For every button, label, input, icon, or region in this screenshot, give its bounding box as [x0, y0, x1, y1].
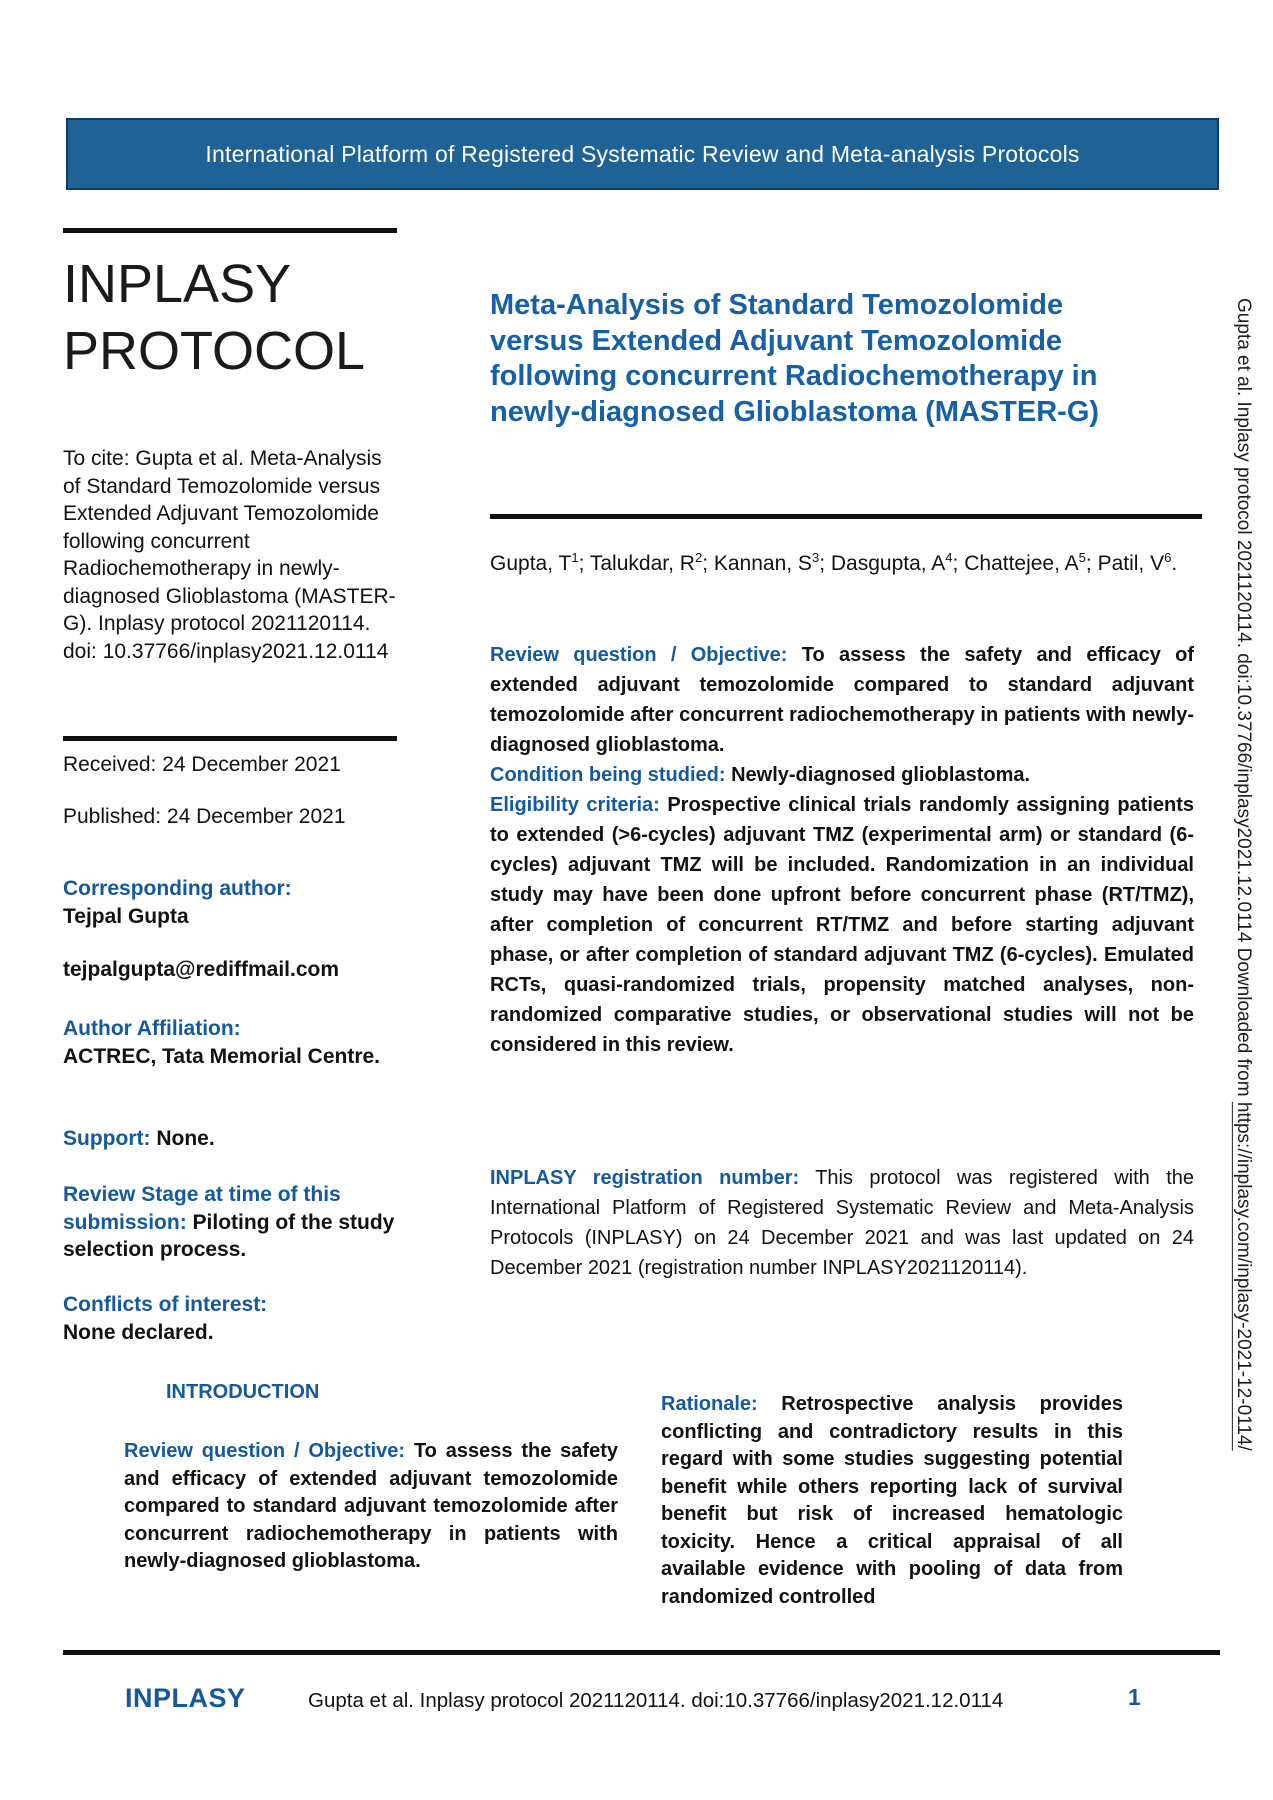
review-stage-block — [63, 1181, 405, 1264]
masthead-line-1: INPLASY — [63, 254, 292, 314]
condition-text: Newly-diagnosed glioblastoma. — [731, 764, 1031, 786]
review-question-paragraph — [490, 640, 1194, 760]
rationale-paragraph — [661, 1391, 1123, 1611]
author-affiliation-superscript: 3 — [811, 550, 820, 565]
sidebar-vertical-note — [1232, 298, 1254, 1698]
masthead — [63, 251, 365, 385]
review-stage-value: Piloting of the study selection process. — [63, 1210, 395, 1261]
sidebar-link[interactable]: https://inplasy.com/inplasy-2021-12-0114/ — [1233, 1101, 1254, 1451]
condition-label: Condition being studied: — [490, 764, 726, 786]
support-block — [63, 1125, 401, 1153]
published-line: Published: 24 December 2021 — [63, 805, 346, 828]
corresponding-author-block — [63, 875, 401, 930]
registration-text: This protocol was registered with the International Platform of Registered Systematic Review and Meta-Analysis Protocols (INPLASY) on 24 December 2021 and was last updated on 24 December 2021 (registration number INPLASY2021120114). — [490, 1167, 1194, 1279]
footer-citation: Gupta et al. Inplasy protocol 2021120114. doi:10.37766/inplasy2021.12.0114 — [308, 1689, 1004, 1712]
review-question-label: Review question / Objective: — [490, 644, 788, 666]
citation-note: To cite: Gupta et al. Meta-Analysis of Standard Temozolomide versus Extended Adjuvant Temozolomide following concurrent Radiochemotherapy in newly-diagnosed Glioblastoma (MASTER-G). Inplasy protocol 2021120114. doi: 10.37766/inplasy2021.12.0114 — [63, 447, 396, 663]
registration-paragraph — [490, 1163, 1194, 1283]
author-affiliation-superscript: 5 — [1078, 550, 1086, 565]
divider-footer — [63, 1650, 1220, 1655]
condition-paragraph — [490, 760, 1194, 790]
page-number: 1 — [1128, 1684, 1141, 1710]
affiliation-block — [63, 1015, 401, 1070]
received-line: Received: 24 December 2021 — [63, 753, 341, 776]
banner-title: International Platform of Registered Systematic Review and Meta-analysis Protocols — [205, 140, 1080, 167]
introduction-heading: INTRODUCTION — [166, 1381, 320, 1403]
sidebar-note-text: Gupta et al. Inplasy protocol 2021120114. doi:10.37766/inplasy2021.12.0114 Downloaded from — [1233, 298, 1254, 1102]
corresponding-author-label: Corresponding author: — [63, 877, 292, 900]
corresponding-author-name: Tejpal Gupta — [63, 904, 189, 928]
email-text: tejpalgupta@rediffmail.com — [63, 958, 340, 981]
authors-line: Gupta, $T^1$; Talukdar, $R^2$; Kannan, $S^3$; Dasgupta, $A^4$; Chattejee, $A^5$; Patil, $V^6$. — [490, 550, 1178, 575]
conflicts-block — [63, 1291, 401, 1346]
affiliation-label: Author Affiliation: — [63, 1017, 241, 1040]
review-question-text: To assess the safety and efficacy of extended adjuvant temozolomide compared to standard adjuvant temozolomide after concurrent radiochemotherapy in patients with newly-diagnosed glioblastoma. — [490, 644, 1195, 756]
footer-brand: INPLASY — [125, 1683, 246, 1713]
author-affiliation-superscript: 2 — [694, 550, 703, 565]
divider-title-authors — [490, 514, 1202, 519]
review-stage-label: Review Stage at time of this submission: — [63, 1183, 341, 1234]
intro-review-question-paragraph — [124, 1438, 618, 1576]
eligibility-paragraph — [490, 790, 1194, 1060]
affiliation-value: ACTREC, Tata Memorial Centre. — [63, 1044, 380, 1068]
intro-review-question-label: Review question / Objective: — [124, 1440, 406, 1462]
rationale-text: Retrospective analysis provides conflicting and contradictory results in this regard with some studies suggesting potential benefit while others reporting lack of survival benefit but risk of increased hematologic toxicity. Hence a critical appraisal of all available evidence with pooling of data from randomized controlled — [661, 1393, 1123, 1608]
abstract-block — [490, 640, 1194, 1060]
article-title: Meta-Analysis of Standard Temozolomide versus Extended Adjuvant Temozolomide following concurrent Radiochemotherapy in newly-diagnosed Glioblastoma (MASTER-G) — [490, 289, 1100, 428]
conflicts-label: Conflicts of interest: — [63, 1293, 268, 1316]
support-value: None. — [156, 1127, 215, 1150]
eligibility-label: Eligibility criteria: — [490, 794, 660, 816]
divider-left-top — [63, 228, 397, 233]
author-affiliation-superscript: 1 — [571, 550, 579, 565]
eligibility-text: Prospective clinical trials randomly assigning patients to extended (>6-cycles) adjuvant TMZ (experimental arm) or standard (6-cycles) adjuvant TMZ will be included. Randomization in an individual study may have been done upfront before concurrent phase (RT/TMZ), after completion of concurrent RT/TMZ and before starting adjuvant phase, or after completion of standard adjuvant TMZ (6-cycles). Emulated RCTs, quasi-randomized trials, propensity matched analyses, non-randomized comparative studies, or observational studies will not be considered in this review. — [490, 794, 1194, 1056]
registration-label: INPLASY registration number: — [490, 1167, 800, 1189]
banner — [66, 118, 1219, 190]
intro-review-question-text: To assess the safety and efficacy of extended adjuvant temozolomide compared to standard adjuvant temozolomide after concurrent radiochemotherapy in patients with newly-diagnosed glioblastoma. — [124, 1440, 618, 1572]
author-affiliation-superscript: 6 — [1164, 550, 1172, 565]
masthead-line-2: PROTOCOL — [63, 321, 366, 381]
rationale-label: Rationale: — [661, 1393, 758, 1415]
conflicts-value: None declared. — [63, 1320, 214, 1344]
author-affiliation-superscript: 4 — [945, 550, 953, 565]
divider-left-middle — [63, 736, 397, 741]
support-label: Support: — [63, 1127, 151, 1150]
